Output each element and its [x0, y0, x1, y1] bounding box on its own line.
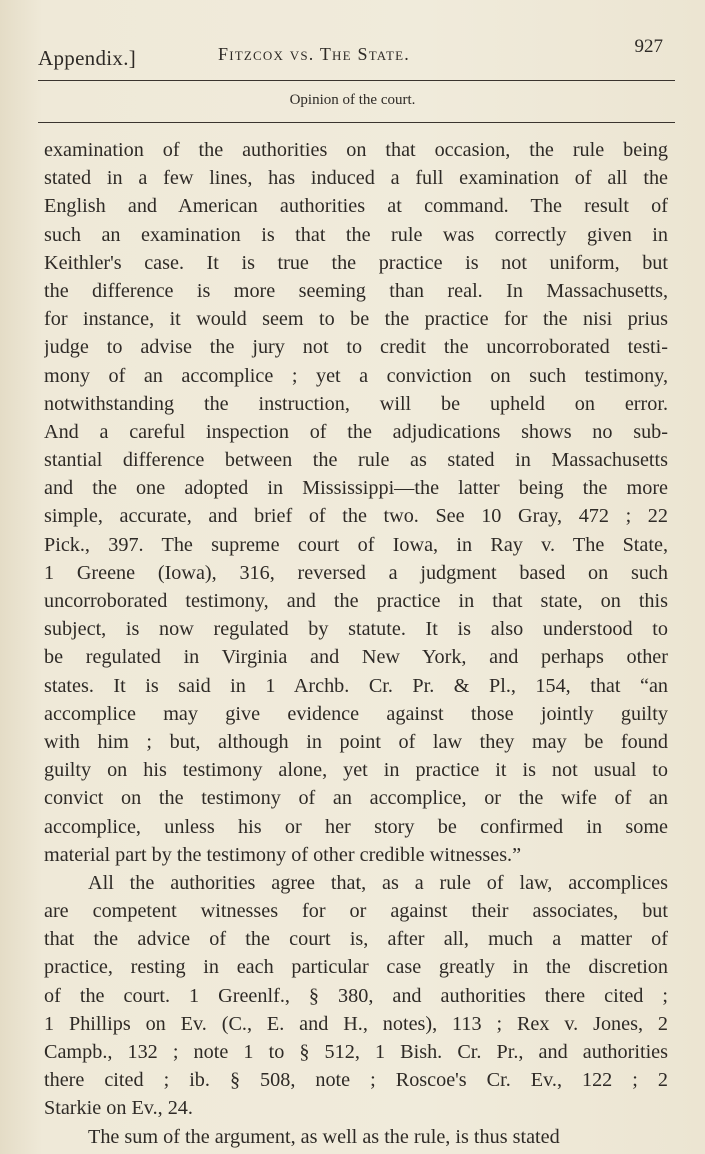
subheading: Opinion of the court.	[289, 92, 416, 108]
section-label: Appendix.]	[38, 46, 137, 70]
text-line: notwithstanding the instruction, will be upheld on error.	[44, 392, 668, 415]
text-line: material part by the testimony of other credible witnesses.”	[44, 843, 522, 866]
text-line: that the advice of the court is, after all, much a matter of	[44, 928, 668, 951]
running-head	[38, 36, 667, 76]
text-line: And a careful inspection of the adjudications shows no sub-	[44, 420, 668, 443]
text-line: convict on the testimony of an accomplice, or the wife of an	[44, 787, 668, 810]
text-line: accomplice, unless his or her story be confirmed in some	[44, 815, 668, 838]
text-line: mony of an accomplice ; yet a conviction on such testimony,	[44, 364, 668, 387]
text-line: Starkie on Ev., 24.	[44, 1097, 193, 1120]
text-line: examination of the authorities on that occasion, the rule being	[44, 139, 668, 161]
text-line: states. It is said in 1 Archb. Cr. Pr. & Pl., 154, that “an	[44, 674, 668, 697]
body-text	[44, 136, 668, 1151]
text-line: judge to advise the jury not to credit the uncorroborated testi-	[44, 336, 668, 359]
text-line: English and American authorities at command. The result of	[44, 195, 668, 218]
text-line: 1 Phillips on Ev. (C., E. and H., notes), 113 ; Rex v. Jones, 2	[44, 1012, 668, 1035]
text-line: practice, resting in each particular case greatly in the discretion	[44, 956, 668, 979]
text-line: with him ; but, although in point of law they may be found	[44, 730, 668, 753]
text-line: there cited ; ib. § 508, note ; Roscoe's Cr. Ev., 122 ; 2	[44, 1069, 668, 1092]
text-line: Keithler's case. It is true the practice is not uniform, but	[44, 251, 668, 274]
text-line: subject, is now regulated by statute. It is also understood to	[44, 618, 668, 641]
text-line: be regulated in Virginia and New York, and perhaps other	[44, 646, 668, 669]
text-line: Pick., 397. The supreme court of Iowa, in Ray v. The State,	[44, 533, 668, 556]
text-line: simple, accurate, and brief of the two. See 10 Gray, 472 ; 22	[44, 505, 668, 528]
text-line: accomplice may give evidence against those jointly guilty	[44, 702, 668, 725]
text-line: guilty on his testimony alone, yet in practice it is not usual to	[44, 759, 668, 782]
text-line: for instance, it would seem to be the practice for the nisi prius	[44, 308, 668, 331]
text-line: stated in a few lines, has induced a full examination of all the	[44, 167, 668, 190]
text-line: 1 Greene (Iowa), 316, reversed a judgment based on such	[44, 561, 668, 584]
text-line: stantial difference between the rule as stated in Massachusetts	[44, 449, 668, 472]
header-rule-top	[38, 80, 675, 81]
text-line: uncorroborated testimony, and the practice in that state, on this	[44, 590, 668, 612]
text-line: All the authorities agree that, as a rule of law, accomplices	[88, 871, 668, 894]
text-line: and the one adopted in Mississippi—the latter being the more	[44, 477, 668, 500]
text-line: The sum of the argument, as well as the rule, is thus stated	[88, 1125, 560, 1148]
text-line: the difference is more seeming than real. In Massachusetts,	[44, 279, 668, 302]
text-line: Campb., 132 ; note 1 to § 512, 1 Bish. Cr. Pr., and authorities	[44, 1041, 668, 1063]
header-rule-bottom	[38, 122, 675, 123]
case-title: Fitzcox vs. The State.	[218, 44, 410, 64]
text-line: are competent witnesses for or against their associates, but	[44, 900, 668, 923]
text-line: such an examination is that the rule was correctly given in	[44, 223, 668, 246]
text-line: of the court. 1 Greenlf., § 380, and authorities there cited ;	[44, 984, 668, 1007]
page-number: 927	[634, 36, 663, 57]
